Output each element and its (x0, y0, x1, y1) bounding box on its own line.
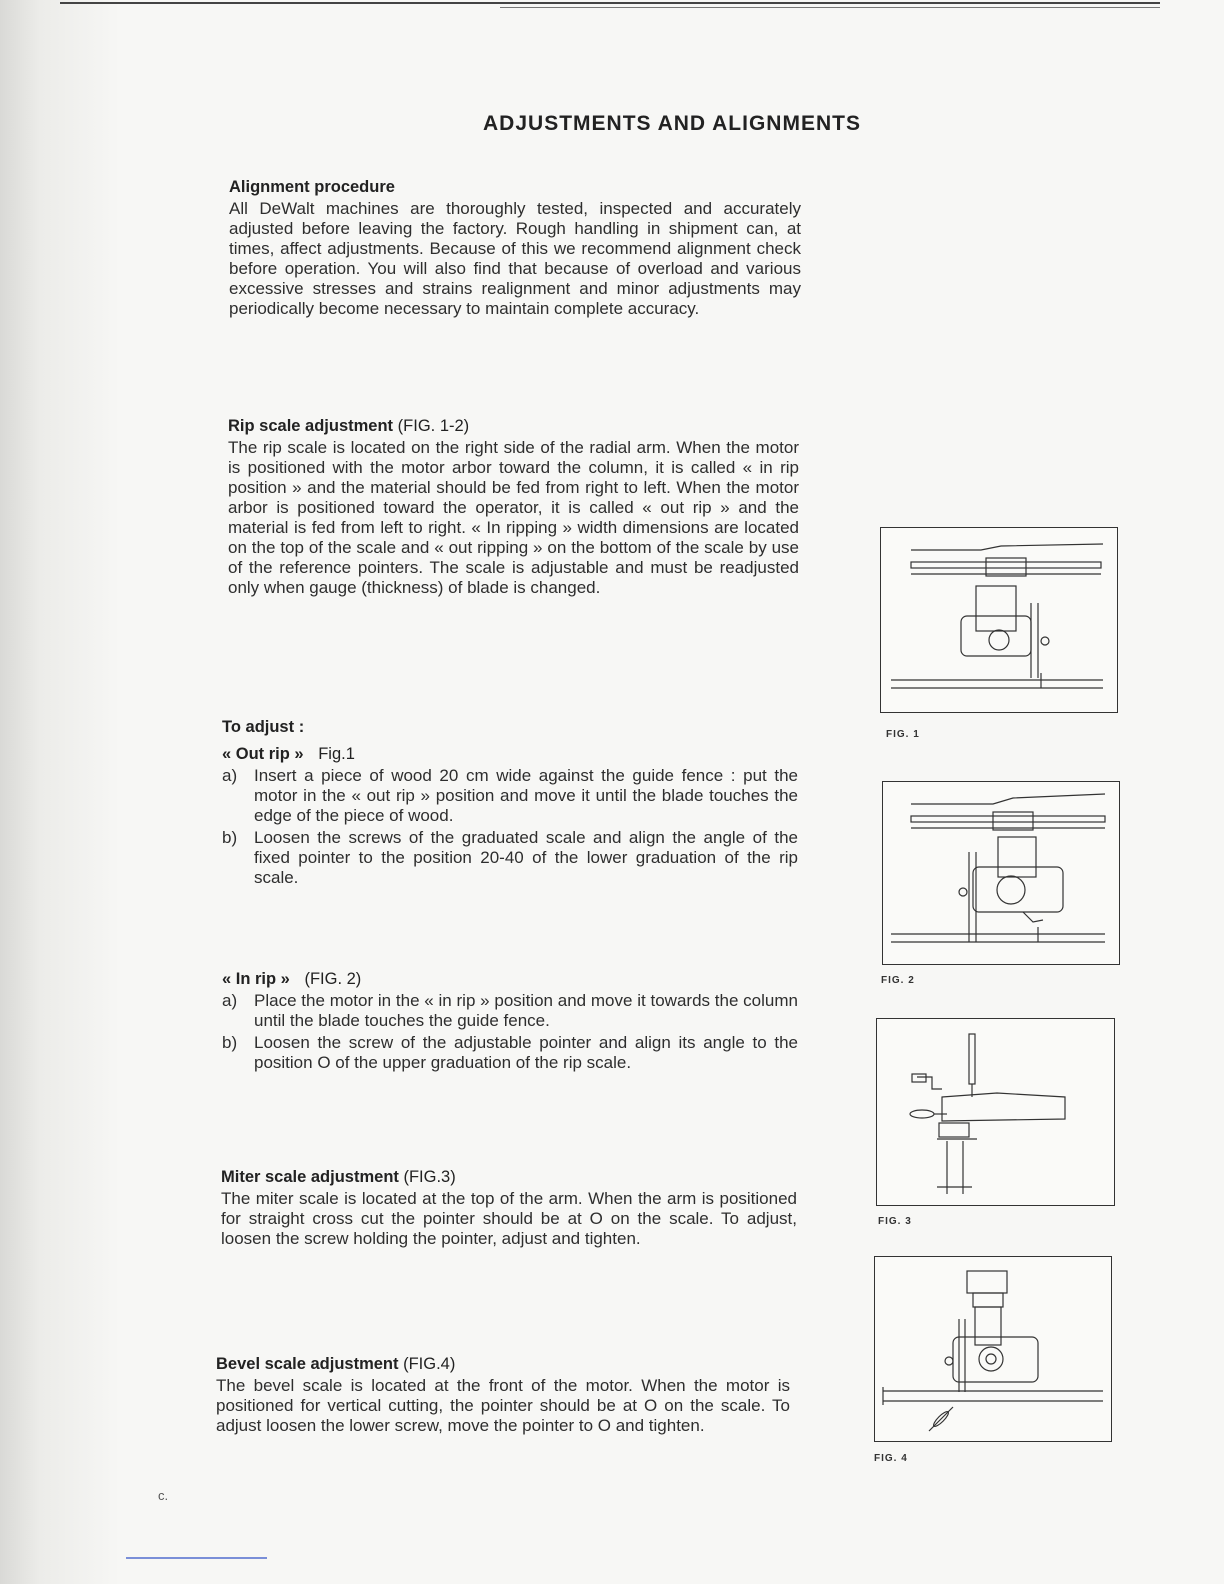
radial-arm-saw-in-rip-illustration (883, 782, 1119, 964)
step-text: Place the motor in the « in rip » position and move it towards the column until the blade touches the guide fence. (254, 991, 798, 1030)
rip-scale-heading-line (228, 417, 799, 436)
rip-scale-body: The rip scale is located on the right side of the radial arm. When the motor is positioned with the motor arbor toward the column, it is called « in rip position » and the material should be fed from right to left. When the motor arbor is positioned toward the operator, it is called « out rip » and the material is fed from left to right. « In ripping » width dimensions are located on the top of the scale and « out ripping » on the bottom of the scale by use of the reference pointers. The scale is adjustable and must be readjusted only when gauge (thickness) of blade is changed. (228, 438, 799, 597)
in-rip-label: « In rip » (222, 970, 290, 988)
out-rip-heading-line (222, 745, 798, 764)
miter-scale-top-view-illustration (877, 1019, 1114, 1205)
miter-ref: (FIG.3) (403, 1168, 456, 1186)
top-rule (60, 2, 1160, 4)
bevel-body: The bevel scale is located at the front of the motor. When the motor is positioned for vertical cutting, the pointer should be at O on the scale. To adjust loosen the lower screw, move the pointer to O and tighten. (216, 1376, 790, 1435)
in-rip-ref: (FIG. 2) (304, 970, 362, 988)
bevel-heading: Bevel scale adjustment (216, 1355, 399, 1373)
step-label: a) (222, 766, 238, 785)
radial-arm-saw-out-rip-illustration (881, 528, 1117, 712)
step-label: b) (222, 828, 238, 847)
step-text: Insert a piece of wood 20 cm wide against the guide fence : put the motor in the « out rip » position and move it until the blade touches the edge of the piece of wood. (254, 766, 798, 825)
rip-scale-heading: Rip scale adjustment (228, 417, 394, 435)
out-rip-ref: Fig.1 (318, 745, 355, 763)
in-rip-heading-line (222, 970, 798, 989)
bevel-scale-front-view-illustration (875, 1257, 1111, 1441)
page-title: ADJUSTMENTS AND ALIGNMENTS (483, 112, 861, 135)
figure-3-drawing (876, 1018, 1115, 1206)
bevel-ref: (FIG.4) (403, 1355, 456, 1373)
step-text: Loosen the screws of the graduated scale and align the angle of the fixed pointer to the position 20-40 of the lower graduation of the rip scale. (254, 828, 798, 887)
miter-body: The miter scale is located at the top of the arm. When the arm is positioned for straight cross cut the pointer should be at O on the scale. To adjust, loosen the screw holding the pointer, adjust and tighten. (221, 1189, 797, 1248)
step-text: Loosen the screw of the adjustable pointer and align its angle to the position O of the upper graduation of the rip scale. (254, 1033, 798, 1072)
figure-1-drawing (880, 527, 1118, 713)
in-rip-section (222, 970, 798, 1073)
in-rip-step (222, 991, 798, 1031)
figure-2-caption: FIG. 2 (881, 975, 915, 986)
page-corner-mark: c. (158, 1488, 169, 1503)
figure-2-drawing (882, 781, 1120, 965)
step-label: a) (222, 991, 238, 1010)
out-rip-step (222, 766, 798, 826)
bottom-underline-mark (126, 1557, 267, 1559)
alignment-heading: Alignment procedure (229, 178, 395, 196)
out-rip-label: « Out rip » (222, 745, 304, 763)
miter-heading: Miter scale adjustment (221, 1168, 399, 1186)
bevel-heading-line (216, 1355, 790, 1374)
figure-1-caption: FIG. 1 (886, 729, 920, 740)
rip-scale-ref: (FIG. 1-2) (397, 417, 470, 435)
miter-heading-line (221, 1168, 797, 1187)
alignment-section (229, 178, 801, 319)
to-adjust-heading: To adjust : (222, 718, 305, 736)
in-rip-step (222, 1033, 798, 1073)
alignment-body: All DeWalt machines are thoroughly tested, inspected and accurately adjusted before leaving the factory. Rough handling in shipment can, at times, affect adjustments. Because of this we recommend alignment check before operation. You will also find that because of overload and various excessive stresses and strains realignment and minor adjustments may periodically become necessary to maintain complete accuracy. (229, 199, 801, 318)
out-rip-step (222, 828, 798, 888)
figure-4-caption: FIG. 4 (874, 1453, 908, 1464)
figure-3-caption: FIG. 3 (878, 1216, 912, 1227)
to-adjust-section (222, 718, 798, 888)
bevel-section (216, 1355, 790, 1436)
step-label: b) (222, 1033, 238, 1052)
top-rule-secondary (500, 7, 1160, 8)
figure-4-drawing (874, 1256, 1112, 1442)
page-binding-shadow (0, 0, 120, 1584)
rip-scale-section (228, 417, 799, 598)
miter-section (221, 1168, 797, 1249)
